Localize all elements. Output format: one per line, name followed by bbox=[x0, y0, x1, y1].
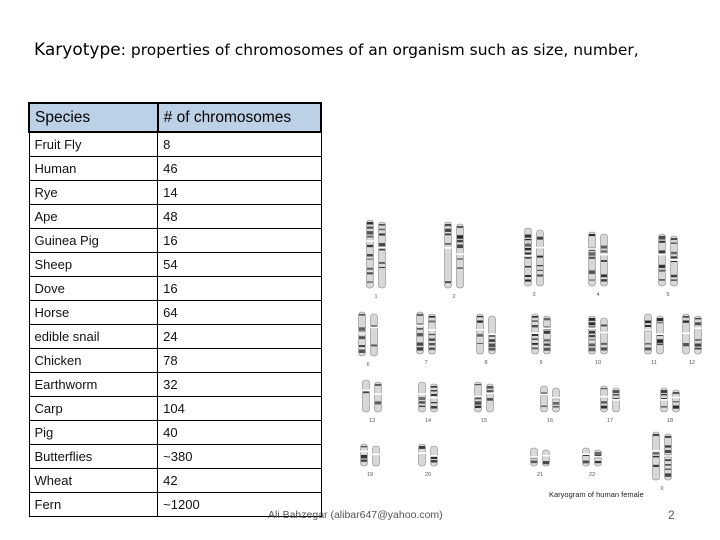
species-cell: Ape bbox=[29, 205, 158, 229]
chromosome-shape bbox=[524, 228, 532, 286]
chromosome-number-label: 18 bbox=[666, 418, 674, 424]
chromosome-number-label: 16 bbox=[546, 418, 554, 424]
chromosome-count-cell: 16 bbox=[158, 277, 321, 301]
chromosome-shape bbox=[600, 386, 608, 412]
chromosome-shape bbox=[652, 432, 660, 480]
chromosome-number-label: 11 bbox=[651, 360, 657, 366]
chromosome-shape bbox=[374, 382, 382, 412]
chromosome-number-label: 13 bbox=[368, 418, 376, 424]
table-row bbox=[29, 373, 321, 397]
species-cell: Carp bbox=[29, 397, 158, 421]
chromosome-number-label: 17 bbox=[606, 418, 614, 424]
chromosome-shape bbox=[486, 384, 494, 412]
chromosome-shape bbox=[660, 388, 668, 412]
chromosome-number-label: 9 bbox=[539, 360, 543, 366]
table-row bbox=[29, 253, 321, 277]
chromosome-shape bbox=[644, 314, 652, 354]
species-cell: Pig bbox=[29, 421, 158, 445]
table-row bbox=[29, 397, 321, 421]
chromosome-shape bbox=[366, 220, 374, 288]
chromosome-pair bbox=[658, 234, 678, 286]
chromosome-pair bbox=[474, 382, 494, 412]
chromosome-shape bbox=[378, 222, 386, 288]
table-header-row bbox=[29, 103, 321, 132]
chromosome-pair bbox=[682, 314, 702, 354]
table-body bbox=[29, 132, 321, 517]
chromosome-count-cell: ~380 bbox=[158, 445, 321, 469]
chromosome-shape bbox=[600, 318, 608, 354]
chromosome-count-cell: 104 bbox=[158, 397, 321, 421]
chromosome-shape bbox=[416, 312, 424, 354]
chromosome-count-cell: ~1200 bbox=[158, 493, 321, 517]
chromosome-shape bbox=[672, 390, 680, 412]
chromosome-pair bbox=[358, 312, 378, 356]
species-cell: Rye bbox=[29, 181, 158, 205]
chromosome-shape bbox=[488, 316, 496, 354]
chromosome-number-label: 8 bbox=[484, 360, 488, 366]
chromosome-shape bbox=[476, 314, 484, 354]
chromosome-pair bbox=[644, 314, 664, 354]
table-row bbox=[29, 301, 321, 325]
chromosome-shape bbox=[582, 448, 590, 466]
chromosome-shape bbox=[530, 448, 538, 466]
species-cell: Wheat bbox=[29, 469, 158, 493]
title-description: : properties of chromosomes of an organism such as size, number, bbox=[120, 41, 639, 59]
chromosome-shape bbox=[658, 234, 666, 286]
chromosome-shape bbox=[456, 224, 464, 288]
slide-title bbox=[34, 40, 694, 60]
chromosome-pair bbox=[444, 222, 464, 288]
chromosome-shape bbox=[540, 386, 548, 412]
species-cell: Butterflies bbox=[29, 445, 158, 469]
chromosome-number-label: 4 bbox=[596, 292, 600, 298]
chromosome-shape bbox=[543, 316, 551, 354]
table-row bbox=[29, 277, 321, 301]
page-number: 2 bbox=[668, 508, 675, 522]
chromosome-shape bbox=[360, 444, 368, 466]
chromosome-shape bbox=[531, 314, 539, 354]
chromosome-number-label: 22 bbox=[588, 472, 596, 478]
chromosome-pair bbox=[582, 448, 602, 466]
chromosome-number-label: 15 bbox=[480, 418, 488, 424]
chromosome-number-label: 1 bbox=[374, 294, 378, 300]
chromosome-shape bbox=[588, 316, 596, 354]
table-row bbox=[29, 205, 321, 229]
chromosome-shape bbox=[656, 316, 664, 354]
chromosome-number-label: 6 bbox=[366, 362, 370, 368]
chromosome-pair bbox=[418, 382, 438, 412]
chromosome-shape bbox=[670, 236, 678, 286]
species-cell: Dove bbox=[29, 277, 158, 301]
chromosome-pair bbox=[366, 220, 386, 288]
chromosome-pair bbox=[418, 444, 438, 466]
chromosome-shape bbox=[612, 388, 620, 412]
table-row bbox=[29, 421, 321, 445]
chromosome-number-label: X bbox=[660, 486, 664, 492]
chromosome-number-label: 10 bbox=[594, 360, 602, 366]
species-cell: edible snail bbox=[29, 325, 158, 349]
column-header-chromosome-count: # of chromosomes bbox=[158, 103, 321, 132]
table-row bbox=[29, 445, 321, 469]
chromosome-count-cell: 54 bbox=[158, 253, 321, 277]
chromosome-count-cell: 64 bbox=[158, 301, 321, 325]
chromosome-count-cell: 8 bbox=[158, 132, 321, 157]
chromosome-shape bbox=[362, 380, 370, 412]
chromosome-count-cell: 24 bbox=[158, 325, 321, 349]
species-cell: Chicken bbox=[29, 349, 158, 373]
chromosome-shape bbox=[372, 446, 380, 466]
table-row bbox=[29, 349, 321, 373]
species-cell: Guinea Pig bbox=[29, 229, 158, 253]
chromosome-shape bbox=[536, 230, 544, 286]
chromosome-shape bbox=[358, 312, 366, 356]
karyogram-caption: Karyogram of human female bbox=[549, 490, 644, 499]
chromosome-pair bbox=[588, 316, 608, 354]
chromosome-count-cell: 48 bbox=[158, 205, 321, 229]
chromosome-shape bbox=[444, 222, 452, 288]
chromosome-pair bbox=[588, 232, 608, 286]
chromosome-number-label: 12 bbox=[688, 360, 696, 366]
chromosome-pair bbox=[416, 312, 436, 354]
table-row bbox=[29, 229, 321, 253]
chromosome-count-table bbox=[28, 102, 322, 517]
chromosome-number-label: 3 bbox=[532, 292, 536, 298]
table-row bbox=[29, 157, 321, 181]
chromosome-shape bbox=[664, 434, 672, 480]
chromosome-count-cell: 16 bbox=[158, 229, 321, 253]
chromosome-pair bbox=[530, 448, 550, 466]
species-cell: Fern bbox=[29, 493, 158, 517]
chromosome-shape bbox=[474, 382, 482, 412]
chromosome-pair bbox=[524, 228, 544, 286]
chromosome-pair bbox=[362, 380, 382, 412]
table-row bbox=[29, 325, 321, 349]
chromosome-count-cell: 40 bbox=[158, 421, 321, 445]
chromosome-shape bbox=[600, 234, 608, 286]
chromosome-shape bbox=[430, 446, 438, 466]
chromosome-count-cell: 42 bbox=[158, 469, 321, 493]
chromosome-number-label: 20 bbox=[424, 472, 432, 478]
table-row bbox=[29, 181, 321, 205]
chromosome-pair bbox=[476, 314, 496, 354]
chromosome-number-label: 5 bbox=[666, 292, 670, 298]
chromosome-count-cell: 46 bbox=[158, 157, 321, 181]
chromosome-count-cell: 32 bbox=[158, 373, 321, 397]
chromosome-pair bbox=[531, 314, 551, 354]
chromosome-count-cell: 14 bbox=[158, 181, 321, 205]
chromosome-pair bbox=[540, 386, 560, 412]
title-term: Karyotype bbox=[34, 40, 121, 60]
table-row bbox=[29, 132, 321, 157]
chromosome-pair bbox=[360, 444, 380, 466]
chromosome-shape bbox=[552, 388, 560, 412]
chromosome-shape bbox=[428, 314, 436, 354]
chromosome-shape bbox=[588, 232, 596, 286]
chromosome-number-label: 21 bbox=[536, 472, 544, 478]
chromosome-shape bbox=[418, 444, 426, 466]
chromosome-number-label: 14 bbox=[424, 418, 432, 424]
species-cell: Human bbox=[29, 157, 158, 181]
chromosome-shape bbox=[370, 314, 378, 356]
species-cell: Earthworm bbox=[29, 373, 158, 397]
chromosome-shape bbox=[694, 316, 702, 354]
chromosome-shape bbox=[418, 382, 426, 412]
chromosome-pair bbox=[600, 386, 620, 412]
karyogram-image bbox=[336, 208, 702, 498]
species-cell: Horse bbox=[29, 301, 158, 325]
footer-author: Ali Bahzegar (alibar647@yahoo.com) bbox=[268, 509, 443, 521]
chromosome-count-cell: 78 bbox=[158, 349, 321, 373]
chromosome-number-label: 19 bbox=[366, 472, 374, 478]
chromosome-number-label: 2 bbox=[452, 294, 456, 300]
chromosome-shape bbox=[594, 450, 602, 466]
chromosome-shape bbox=[430, 384, 438, 412]
chromosome-pair bbox=[660, 388, 680, 412]
chromosome-pair bbox=[652, 432, 672, 480]
column-header-species: Species bbox=[29, 103, 158, 132]
species-cell: Fruit Fly bbox=[29, 132, 158, 157]
table-row bbox=[29, 469, 321, 493]
chromosome-shape bbox=[542, 450, 550, 466]
chromosome-number-label: 7 bbox=[424, 360, 428, 366]
species-cell: Sheep bbox=[29, 253, 158, 277]
chromosome-shape bbox=[682, 314, 690, 354]
